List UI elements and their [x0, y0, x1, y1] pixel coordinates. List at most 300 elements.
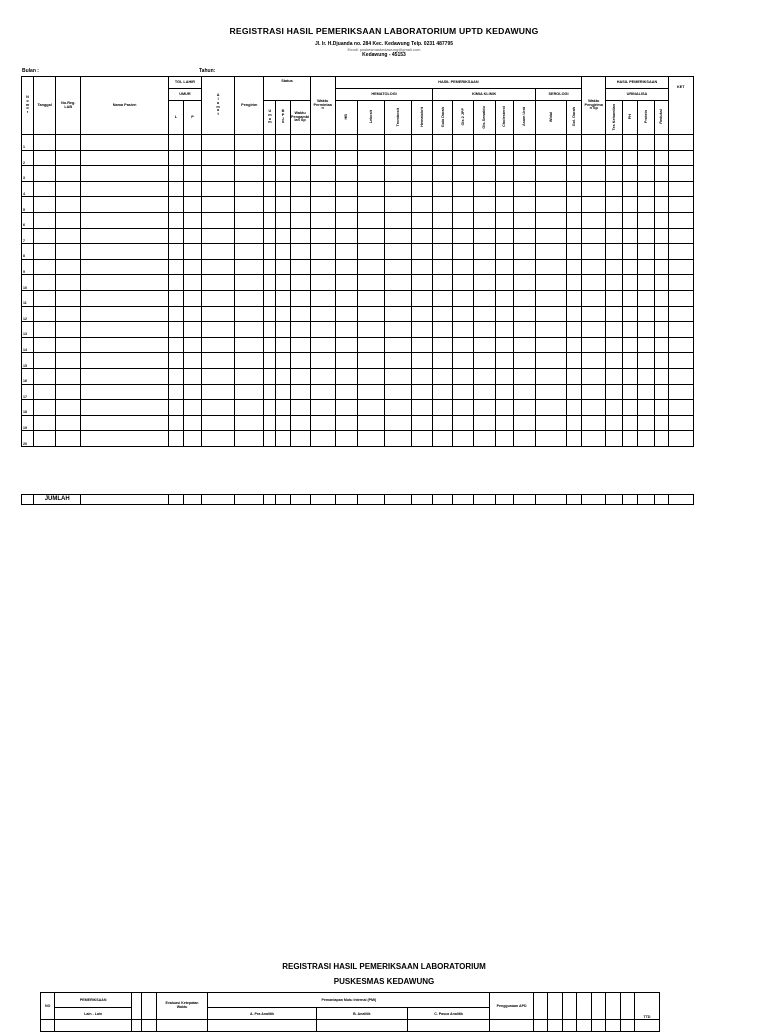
table-cell[interactable]	[168, 353, 183, 369]
table-cell[interactable]	[513, 306, 535, 322]
table-cell[interactable]	[276, 322, 290, 338]
table-cell[interactable]	[264, 135, 276, 151]
table-cell[interactable]	[668, 322, 693, 338]
table-cell[interactable]	[582, 368, 606, 384]
table-cell[interactable]	[276, 337, 290, 353]
table-cell[interactable]	[668, 166, 693, 182]
table-cell[interactable]	[385, 400, 412, 416]
table-cell[interactable]	[606, 431, 623, 447]
table-cell[interactable]	[235, 290, 264, 306]
table-cell[interactable]	[264, 384, 276, 400]
table-cell[interactable]	[535, 275, 566, 291]
jumlah-cell[interactable]	[606, 495, 623, 505]
table-cell[interactable]	[290, 384, 310, 400]
table-cell[interactable]	[168, 181, 183, 197]
table-cell[interactable]	[202, 431, 235, 447]
table-cell[interactable]	[264, 431, 276, 447]
table-cell[interactable]	[433, 135, 453, 151]
table-cell[interactable]	[81, 150, 169, 166]
table-cell[interactable]	[34, 306, 56, 322]
table-cell[interactable]	[433, 400, 453, 416]
jumlah-cell[interactable]	[582, 495, 606, 505]
table-cell[interactable]	[264, 337, 276, 353]
table-cell[interactable]	[582, 259, 606, 275]
table-cell[interactable]	[81, 431, 169, 447]
table-cell[interactable]	[513, 322, 535, 338]
table-cell[interactable]	[290, 400, 310, 416]
table-cell[interactable]	[668, 150, 693, 166]
table-cell[interactable]	[357, 368, 384, 384]
table-cell[interactable]	[56, 197, 81, 213]
table-cell[interactable]	[668, 337, 693, 353]
table-cell[interactable]	[638, 384, 654, 400]
table-cell[interactable]	[654, 259, 668, 275]
table-cell[interactable]	[276, 306, 290, 322]
table-cell[interactable]	[81, 306, 169, 322]
table-cell[interactable]	[654, 353, 668, 369]
table-cell[interactable]	[202, 181, 235, 197]
table-cell[interactable]	[654, 135, 668, 151]
table-cell[interactable]	[183, 368, 201, 384]
table-cell[interactable]	[276, 135, 290, 151]
table-cell[interactable]	[433, 181, 453, 197]
table-cell[interactable]	[310, 431, 335, 447]
table-cell[interactable]	[582, 150, 606, 166]
table-cell[interactable]	[34, 166, 56, 182]
jumlah-cell[interactable]	[335, 495, 357, 505]
table-cell[interactable]	[56, 322, 81, 338]
table-cell[interactable]	[668, 181, 693, 197]
table-cell[interactable]	[56, 228, 81, 244]
table-cell[interactable]	[668, 384, 693, 400]
table-cell[interactable]	[606, 337, 623, 353]
table-cell[interactable]	[34, 228, 56, 244]
table-cell[interactable]	[567, 384, 582, 400]
table-cell[interactable]	[202, 306, 235, 322]
table-cell[interactable]	[202, 337, 235, 353]
table-cell[interactable]	[183, 259, 201, 275]
table-cell[interactable]	[290, 212, 310, 228]
table-cell[interactable]	[495, 150, 513, 166]
table-cell[interactable]	[513, 197, 535, 213]
jumlah-cell[interactable]	[310, 495, 335, 505]
table-cell[interactable]	[606, 353, 623, 369]
table-cell[interactable]	[453, 368, 473, 384]
table-cell[interactable]	[357, 244, 384, 260]
table-cell[interactable]	[357, 228, 384, 244]
table-cell[interactable]	[567, 337, 582, 353]
table-cell[interactable]	[654, 150, 668, 166]
table-cell[interactable]	[638, 244, 654, 260]
table-cell[interactable]	[606, 212, 623, 228]
table-cell[interactable]	[276, 197, 290, 213]
jumlah-cell[interactable]	[654, 495, 668, 505]
table-cell[interactable]	[638, 135, 654, 151]
table-cell[interactable]	[335, 150, 357, 166]
table-cell[interactable]	[168, 212, 183, 228]
table-cell[interactable]	[473, 212, 495, 228]
table-cell[interactable]	[412, 306, 433, 322]
table-cell[interactable]	[606, 181, 623, 197]
table-cell[interactable]	[453, 353, 473, 369]
table-cell[interactable]	[56, 384, 81, 400]
table-cell[interactable]	[638, 290, 654, 306]
table-cell[interactable]	[235, 275, 264, 291]
table-cell[interactable]	[235, 337, 264, 353]
table-cell[interactable]	[433, 228, 453, 244]
table-cell[interactable]	[81, 212, 169, 228]
table-cell[interactable]	[290, 337, 310, 353]
table-cell[interactable]	[310, 166, 335, 182]
table-cell[interactable]	[495, 290, 513, 306]
table-cell[interactable]	[235, 400, 264, 416]
table-cell[interactable]	[513, 353, 535, 369]
table-cell[interactable]	[168, 306, 183, 322]
table-cell[interactable]	[535, 322, 566, 338]
table-cell[interactable]	[385, 290, 412, 306]
table-cell[interactable]	[235, 384, 264, 400]
table-cell[interactable]	[535, 337, 566, 353]
table-cell[interactable]	[56, 259, 81, 275]
table-cell[interactable]	[567, 431, 582, 447]
table-cell[interactable]	[453, 384, 473, 400]
table-cell[interactable]	[623, 135, 638, 151]
table-cell[interactable]	[235, 212, 264, 228]
table-cell[interactable]	[290, 431, 310, 447]
jumlah-cell[interactable]	[276, 495, 290, 505]
table-cell[interactable]	[310, 384, 335, 400]
table-cell[interactable]	[81, 337, 169, 353]
table-cell[interactable]	[606, 322, 623, 338]
table-cell[interactable]	[168, 259, 183, 275]
table-cell[interactable]	[183, 431, 201, 447]
table-cell[interactable]	[264, 259, 276, 275]
table-cell[interactable]	[535, 244, 566, 260]
table-cell[interactable]	[276, 353, 290, 369]
table-cell[interactable]	[235, 135, 264, 151]
table-cell[interactable]	[412, 150, 433, 166]
table-cell[interactable]	[264, 322, 276, 338]
table-cell[interactable]	[495, 228, 513, 244]
table-cell[interactable]	[623, 197, 638, 213]
table-cell[interactable]	[513, 181, 535, 197]
table-cell[interactable]	[385, 368, 412, 384]
table-cell[interactable]	[34, 290, 56, 306]
jumlah-cell[interactable]	[433, 495, 453, 505]
table-cell[interactable]	[582, 322, 606, 338]
table-cell[interactable]	[495, 322, 513, 338]
table-cell[interactable]	[638, 259, 654, 275]
table-cell[interactable]	[168, 244, 183, 260]
table-cell[interactable]	[535, 197, 566, 213]
table-cell[interactable]	[264, 306, 276, 322]
table-cell[interactable]	[34, 431, 56, 447]
jumlah-cell[interactable]	[638, 495, 654, 505]
table-cell[interactable]	[335, 197, 357, 213]
table-cell[interactable]	[433, 337, 453, 353]
table-cell[interactable]	[276, 150, 290, 166]
table-cell[interactable]	[168, 166, 183, 182]
table-cell[interactable]	[638, 368, 654, 384]
table-cell[interactable]	[264, 166, 276, 182]
table-cell[interactable]	[310, 259, 335, 275]
table-cell[interactable]	[654, 415, 668, 431]
table-cell[interactable]	[310, 353, 335, 369]
table-cell[interactable]	[385, 431, 412, 447]
table-cell[interactable]	[81, 197, 169, 213]
table-cell[interactable]	[34, 368, 56, 384]
table-cell[interactable]	[276, 290, 290, 306]
table-cell[interactable]	[567, 228, 582, 244]
table-cell[interactable]	[276, 166, 290, 182]
table-cell[interactable]	[168, 197, 183, 213]
table-cell[interactable]	[385, 244, 412, 260]
table-cell[interactable]	[513, 228, 535, 244]
table-cell[interactable]	[513, 368, 535, 384]
table-cell[interactable]	[433, 290, 453, 306]
table-cell[interactable]	[290, 306, 310, 322]
jumlah-cell[interactable]	[183, 495, 201, 505]
jumlah-cell[interactable]	[567, 495, 582, 505]
table-cell[interactable]	[335, 353, 357, 369]
table-cell[interactable]	[453, 275, 473, 291]
table-cell[interactable]	[638, 337, 654, 353]
table-cell[interactable]	[473, 368, 495, 384]
table-cell[interactable]	[183, 290, 201, 306]
table-cell[interactable]	[582, 244, 606, 260]
table-cell[interactable]	[535, 368, 566, 384]
table-cell[interactable]	[56, 290, 81, 306]
table-cell[interactable]	[582, 431, 606, 447]
table-cell[interactable]	[34, 244, 56, 260]
table-cell[interactable]	[385, 228, 412, 244]
table-cell[interactable]	[535, 166, 566, 182]
jumlah-cell[interactable]	[495, 495, 513, 505]
table-cell[interactable]	[433, 259, 453, 275]
table-cell[interactable]	[606, 150, 623, 166]
table-cell[interactable]	[183, 415, 201, 431]
table-cell[interactable]	[335, 275, 357, 291]
table-cell[interactable]	[290, 228, 310, 244]
table-cell[interactable]	[433, 150, 453, 166]
table-cell[interactable]	[495, 135, 513, 151]
table-cell[interactable]	[183, 384, 201, 400]
table-cell[interactable]	[473, 259, 495, 275]
table-cell[interactable]	[264, 368, 276, 384]
table-cell[interactable]	[412, 353, 433, 369]
table-cell[interactable]	[535, 306, 566, 322]
table-cell[interactable]	[290, 150, 310, 166]
table-cell[interactable]	[668, 400, 693, 416]
table-cell[interactable]	[473, 228, 495, 244]
table-cell[interactable]	[183, 166, 201, 182]
table-cell[interactable]	[183, 197, 201, 213]
table-cell[interactable]	[168, 228, 183, 244]
table-cell[interactable]	[235, 259, 264, 275]
table-cell[interactable]	[535, 135, 566, 151]
table-cell[interactable]	[473, 197, 495, 213]
table-cell[interactable]	[310, 322, 335, 338]
table-cell[interactable]	[473, 181, 495, 197]
table-cell[interactable]	[473, 290, 495, 306]
table-cell[interactable]	[385, 337, 412, 353]
table-cell[interactable]	[290, 259, 310, 275]
table-cell[interactable]	[34, 197, 56, 213]
table-cell[interactable]	[535, 400, 566, 416]
table-cell[interactable]	[433, 384, 453, 400]
table-cell[interactable]	[623, 400, 638, 416]
table-cell[interactable]	[56, 150, 81, 166]
jumlah-cell[interactable]	[81, 495, 169, 505]
table-cell[interactable]	[453, 150, 473, 166]
table-cell[interactable]	[495, 306, 513, 322]
table-cell[interactable]	[473, 322, 495, 338]
table-cell[interactable]	[535, 415, 566, 431]
table-cell[interactable]	[582, 166, 606, 182]
table-cell[interactable]	[168, 337, 183, 353]
table-cell[interactable]	[335, 322, 357, 338]
table-cell[interactable]	[606, 368, 623, 384]
table-cell[interactable]	[654, 306, 668, 322]
table-cell[interactable]	[623, 384, 638, 400]
table-cell[interactable]	[567, 197, 582, 213]
table-cell[interactable]	[290, 197, 310, 213]
table-cell[interactable]	[235, 306, 264, 322]
table-cell[interactable]	[310, 290, 335, 306]
table-cell[interactable]	[385, 384, 412, 400]
table-cell[interactable]	[453, 212, 473, 228]
table-cell[interactable]	[276, 212, 290, 228]
table-cell[interactable]	[513, 259, 535, 275]
table-cell[interactable]	[623, 368, 638, 384]
table-cell[interactable]	[495, 244, 513, 260]
table-cell[interactable]	[606, 228, 623, 244]
table-cell[interactable]	[202, 166, 235, 182]
table-cell[interactable]	[606, 197, 623, 213]
table-cell[interactable]	[335, 244, 357, 260]
table-cell[interactable]	[668, 275, 693, 291]
table-cell[interactable]	[623, 181, 638, 197]
table-cell[interactable]	[668, 135, 693, 151]
table-cell[interactable]	[513, 290, 535, 306]
jumlah-cell[interactable]	[453, 495, 473, 505]
table-cell[interactable]	[623, 228, 638, 244]
table-cell[interactable]	[56, 431, 81, 447]
table-cell[interactable]	[623, 306, 638, 322]
table-cell[interactable]	[567, 290, 582, 306]
table-cell[interactable]	[535, 181, 566, 197]
table-cell[interactable]	[183, 181, 201, 197]
table-cell[interactable]	[433, 431, 453, 447]
table-cell[interactable]	[412, 197, 433, 213]
table-cell[interactable]	[535, 150, 566, 166]
table-cell[interactable]	[582, 337, 606, 353]
table-cell[interactable]	[235, 197, 264, 213]
table-cell[interactable]	[168, 135, 183, 151]
table-cell[interactable]	[473, 166, 495, 182]
table-cell[interactable]	[276, 384, 290, 400]
table-cell[interactable]	[582, 228, 606, 244]
table-cell[interactable]	[638, 431, 654, 447]
table-cell[interactable]	[453, 181, 473, 197]
table-cell[interactable]	[453, 306, 473, 322]
table-cell[interactable]	[623, 431, 638, 447]
table-cell[interactable]	[535, 290, 566, 306]
table-cell[interactable]	[623, 166, 638, 182]
table-cell[interactable]	[183, 135, 201, 151]
table-cell[interactable]	[385, 197, 412, 213]
table-cell[interactable]	[34, 259, 56, 275]
table-cell[interactable]	[56, 400, 81, 416]
table-cell[interactable]	[495, 368, 513, 384]
table-cell[interactable]	[433, 322, 453, 338]
table-cell[interactable]	[81, 400, 169, 416]
table-cell[interactable]	[412, 415, 433, 431]
table-cell[interactable]	[433, 368, 453, 384]
table-cell[interactable]	[335, 431, 357, 447]
table-cell[interactable]	[582, 400, 606, 416]
table-cell[interactable]	[168, 368, 183, 384]
table-cell[interactable]	[264, 290, 276, 306]
table-cell[interactable]	[623, 212, 638, 228]
table-cell[interactable]	[357, 212, 384, 228]
table-cell[interactable]	[453, 244, 473, 260]
table-cell[interactable]	[453, 259, 473, 275]
table-cell[interactable]	[385, 306, 412, 322]
table-cell[interactable]	[357, 290, 384, 306]
table-cell[interactable]	[606, 384, 623, 400]
table-cell[interactable]	[357, 181, 384, 197]
table-cell[interactable]	[335, 135, 357, 151]
table-cell[interactable]	[567, 150, 582, 166]
table-cell[interactable]	[202, 228, 235, 244]
table-cell[interactable]	[235, 228, 264, 244]
table-cell[interactable]	[567, 400, 582, 416]
table-cell[interactable]	[34, 135, 56, 151]
table-cell[interactable]	[654, 368, 668, 384]
table-cell[interactable]	[335, 368, 357, 384]
table-cell[interactable]	[276, 415, 290, 431]
table-cell[interactable]	[606, 290, 623, 306]
table-cell[interactable]	[357, 150, 384, 166]
table-cell[interactable]	[357, 400, 384, 416]
table-cell[interactable]	[567, 306, 582, 322]
jumlah-cell[interactable]	[513, 495, 535, 505]
table-cell[interactable]	[668, 228, 693, 244]
table-cell[interactable]	[567, 353, 582, 369]
table-cell[interactable]	[513, 384, 535, 400]
table-cell[interactable]	[433, 353, 453, 369]
table-cell[interactable]	[335, 400, 357, 416]
jumlah-cell[interactable]	[235, 495, 264, 505]
table-cell[interactable]	[412, 384, 433, 400]
table-cell[interactable]	[168, 322, 183, 338]
table-cell[interactable]	[183, 337, 201, 353]
table-cell[interactable]	[34, 353, 56, 369]
table-cell[interactable]	[453, 400, 473, 416]
table-cell[interactable]	[335, 228, 357, 244]
table-cell[interactable]	[582, 212, 606, 228]
table-cell[interactable]	[495, 384, 513, 400]
table-cell[interactable]	[56, 212, 81, 228]
table-cell[interactable]	[433, 197, 453, 213]
table-cell[interactable]	[582, 415, 606, 431]
table-cell[interactable]	[535, 228, 566, 244]
table-cell[interactable]	[412, 212, 433, 228]
table-cell[interactable]	[513, 400, 535, 416]
table-cell[interactable]	[81, 135, 169, 151]
table-cell[interactable]	[357, 337, 384, 353]
